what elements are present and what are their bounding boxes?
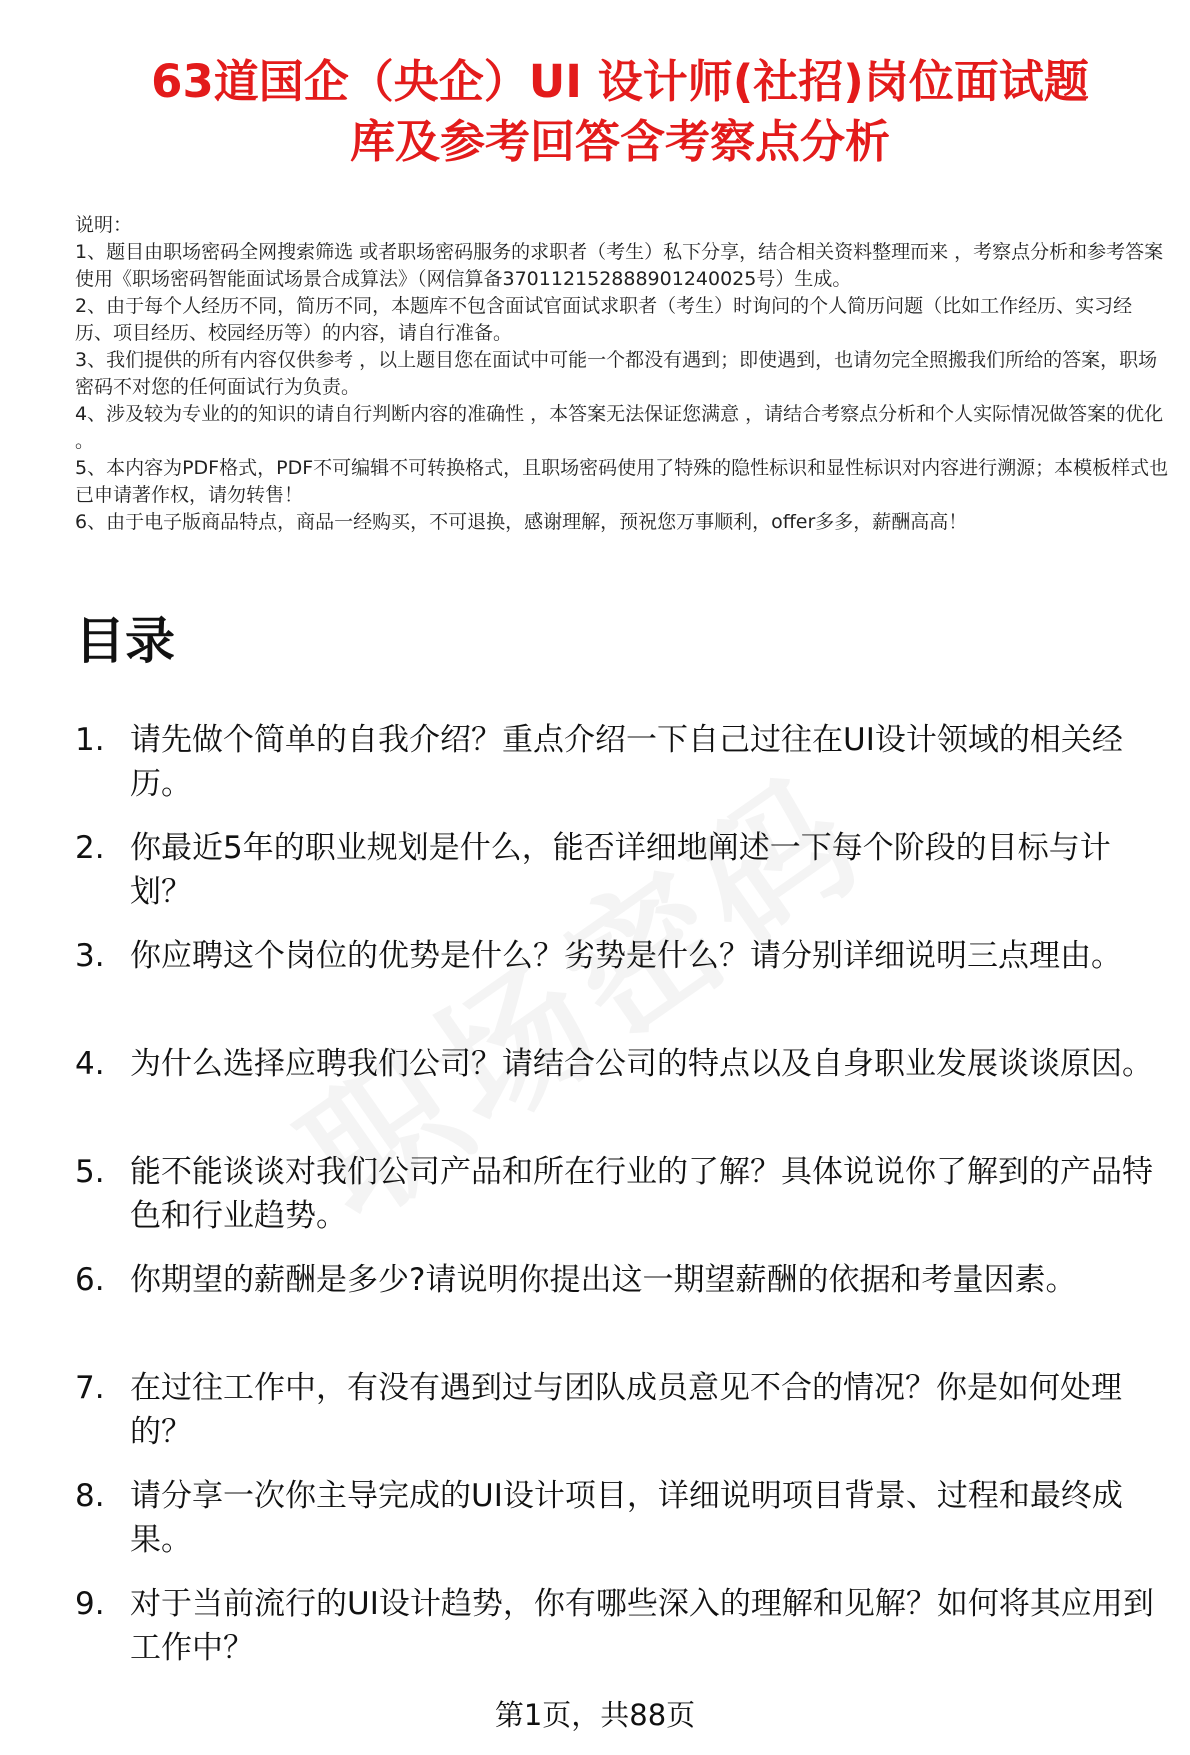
toc-item-number: 4. <box>75 1046 105 1082</box>
toc-item-text: 请分享一次你主导完成的UI设计项目，详细说明项目背景、过程和最终成果。 <box>130 1478 1123 1558</box>
toc-item[interactable] <box>75 1582 1170 1670</box>
toc-item-text: 你应聘这个岗位的优势是什么？劣势是什么？请分别详细说明三点理由。 <box>130 938 1122 974</box>
toc-item[interactable] <box>75 1150 1170 1238</box>
toc-item[interactable] <box>75 1042 1170 1130</box>
notes-label: 说明： <box>75 214 133 236</box>
title-line-2: 库及参考回答含考察点分析 <box>349 115 890 168</box>
toc-item[interactable] <box>75 826 1170 914</box>
toc-item-text: 你最近5年的职业规划是什么，能否详细地阐述一下每个阶段的目标与计划？ <box>130 830 1111 910</box>
notes-section <box>75 212 1170 536</box>
note-item-6: 6、由于电子版商品特点，商品一经购买，不可退换，感谢理解，预祝您万事顺利，offer多多，薪酬高高！ <box>75 511 968 533</box>
document-title <box>80 52 1160 172</box>
toc-item-number: 5. <box>75 1154 105 1190</box>
toc-item-number: 8. <box>75 1478 105 1514</box>
toc-item-text: 在过往工作中，有没有遇到过与团队成员意见不合的情况？你是如何处理的？ <box>130 1370 1122 1450</box>
toc-item-text: 对于当前流行的UI设计趋势，你有哪些深入的理解和见解？如何将其应用到工作中？ <box>130 1586 1154 1666</box>
page-footer: 第1页，共88页 <box>494 1698 696 1732</box>
toc-item[interactable] <box>75 1474 1170 1562</box>
note-item-5: 5、本内容为PDF格式，PDF不可编辑不可转换格式，且职场密码使用了特殊的隐性标识和显性标识对内容进行溯源；本模板样式也已申请著作权，请勿转售！ <box>75 457 1169 506</box>
toc-item-number: 7. <box>75 1370 105 1406</box>
note-item-4: 4、涉及较为专业的的知识的请自行判断内容的准确性 ，本答案无法保证您满意 ，请结合考察点分析和个人实际情况做答案的优化 。 <box>75 403 1164 452</box>
title-line-1: 63道国企（央企）UI 设计师(社招)岗位面试题 <box>151 55 1089 108</box>
toc-heading: 目录 <box>75 612 175 670</box>
toc-item-text: 能不能谈谈对我们公司产品和所在行业的了解？具体说说你了解到的产品特色和行业趋势。 <box>130 1154 1153 1234</box>
toc-item-text: 请先做个简单的自我介绍？重点介绍一下自己过往在UI设计领域的相关经历。 <box>130 722 1123 802</box>
toc-item-number: 2. <box>75 830 105 866</box>
toc-list <box>75 718 1170 1690</box>
toc-item-number: 9. <box>75 1586 105 1622</box>
toc-item-number: 6. <box>75 1262 105 1298</box>
toc-item[interactable] <box>75 934 1170 1022</box>
toc-item[interactable] <box>75 1366 1170 1454</box>
toc-item[interactable] <box>75 1258 1170 1346</box>
toc-item-text: 为什么选择应聘我们公司？请结合公司的特点以及自身职业发展谈谈原因。 <box>130 1046 1153 1082</box>
note-item-2: 2、由于每个人经历不同，简历不同，本题库不包含面试官面试求职者（考生）时询问的个人简历问题（比如工作经历、实习经历、项目经历、校园经历等）的内容，请自行准备。 <box>75 295 1133 344</box>
toc-item-number: 1. <box>75 722 105 758</box>
toc-item-text: 你期望的薪酬是多少?请说明你提出这一期望薪酬的依据和考量因素。 <box>130 1262 1077 1298</box>
toc-item-number: 3. <box>75 938 105 974</box>
note-item-3: 3、我们提供的所有内容仅供参考 ，以上题目您在面试中可能一个都没有遇到；即使遇到，也请勿完全照搬我们所给的答案，职场密码不对您的任何面试行为负责。 <box>75 349 1158 398</box>
note-item-1: 1、题目由职场密码全网搜索筛选 或者职场密码服务的求职者（考生）私下分享，结合相关资料整理而来 ，考察点分析和参考答案使用《职场密码智能面试场景合成算法》（网信算备370112152888901240025号）生成。 <box>75 241 1164 290</box>
toc-item[interactable] <box>75 718 1170 806</box>
